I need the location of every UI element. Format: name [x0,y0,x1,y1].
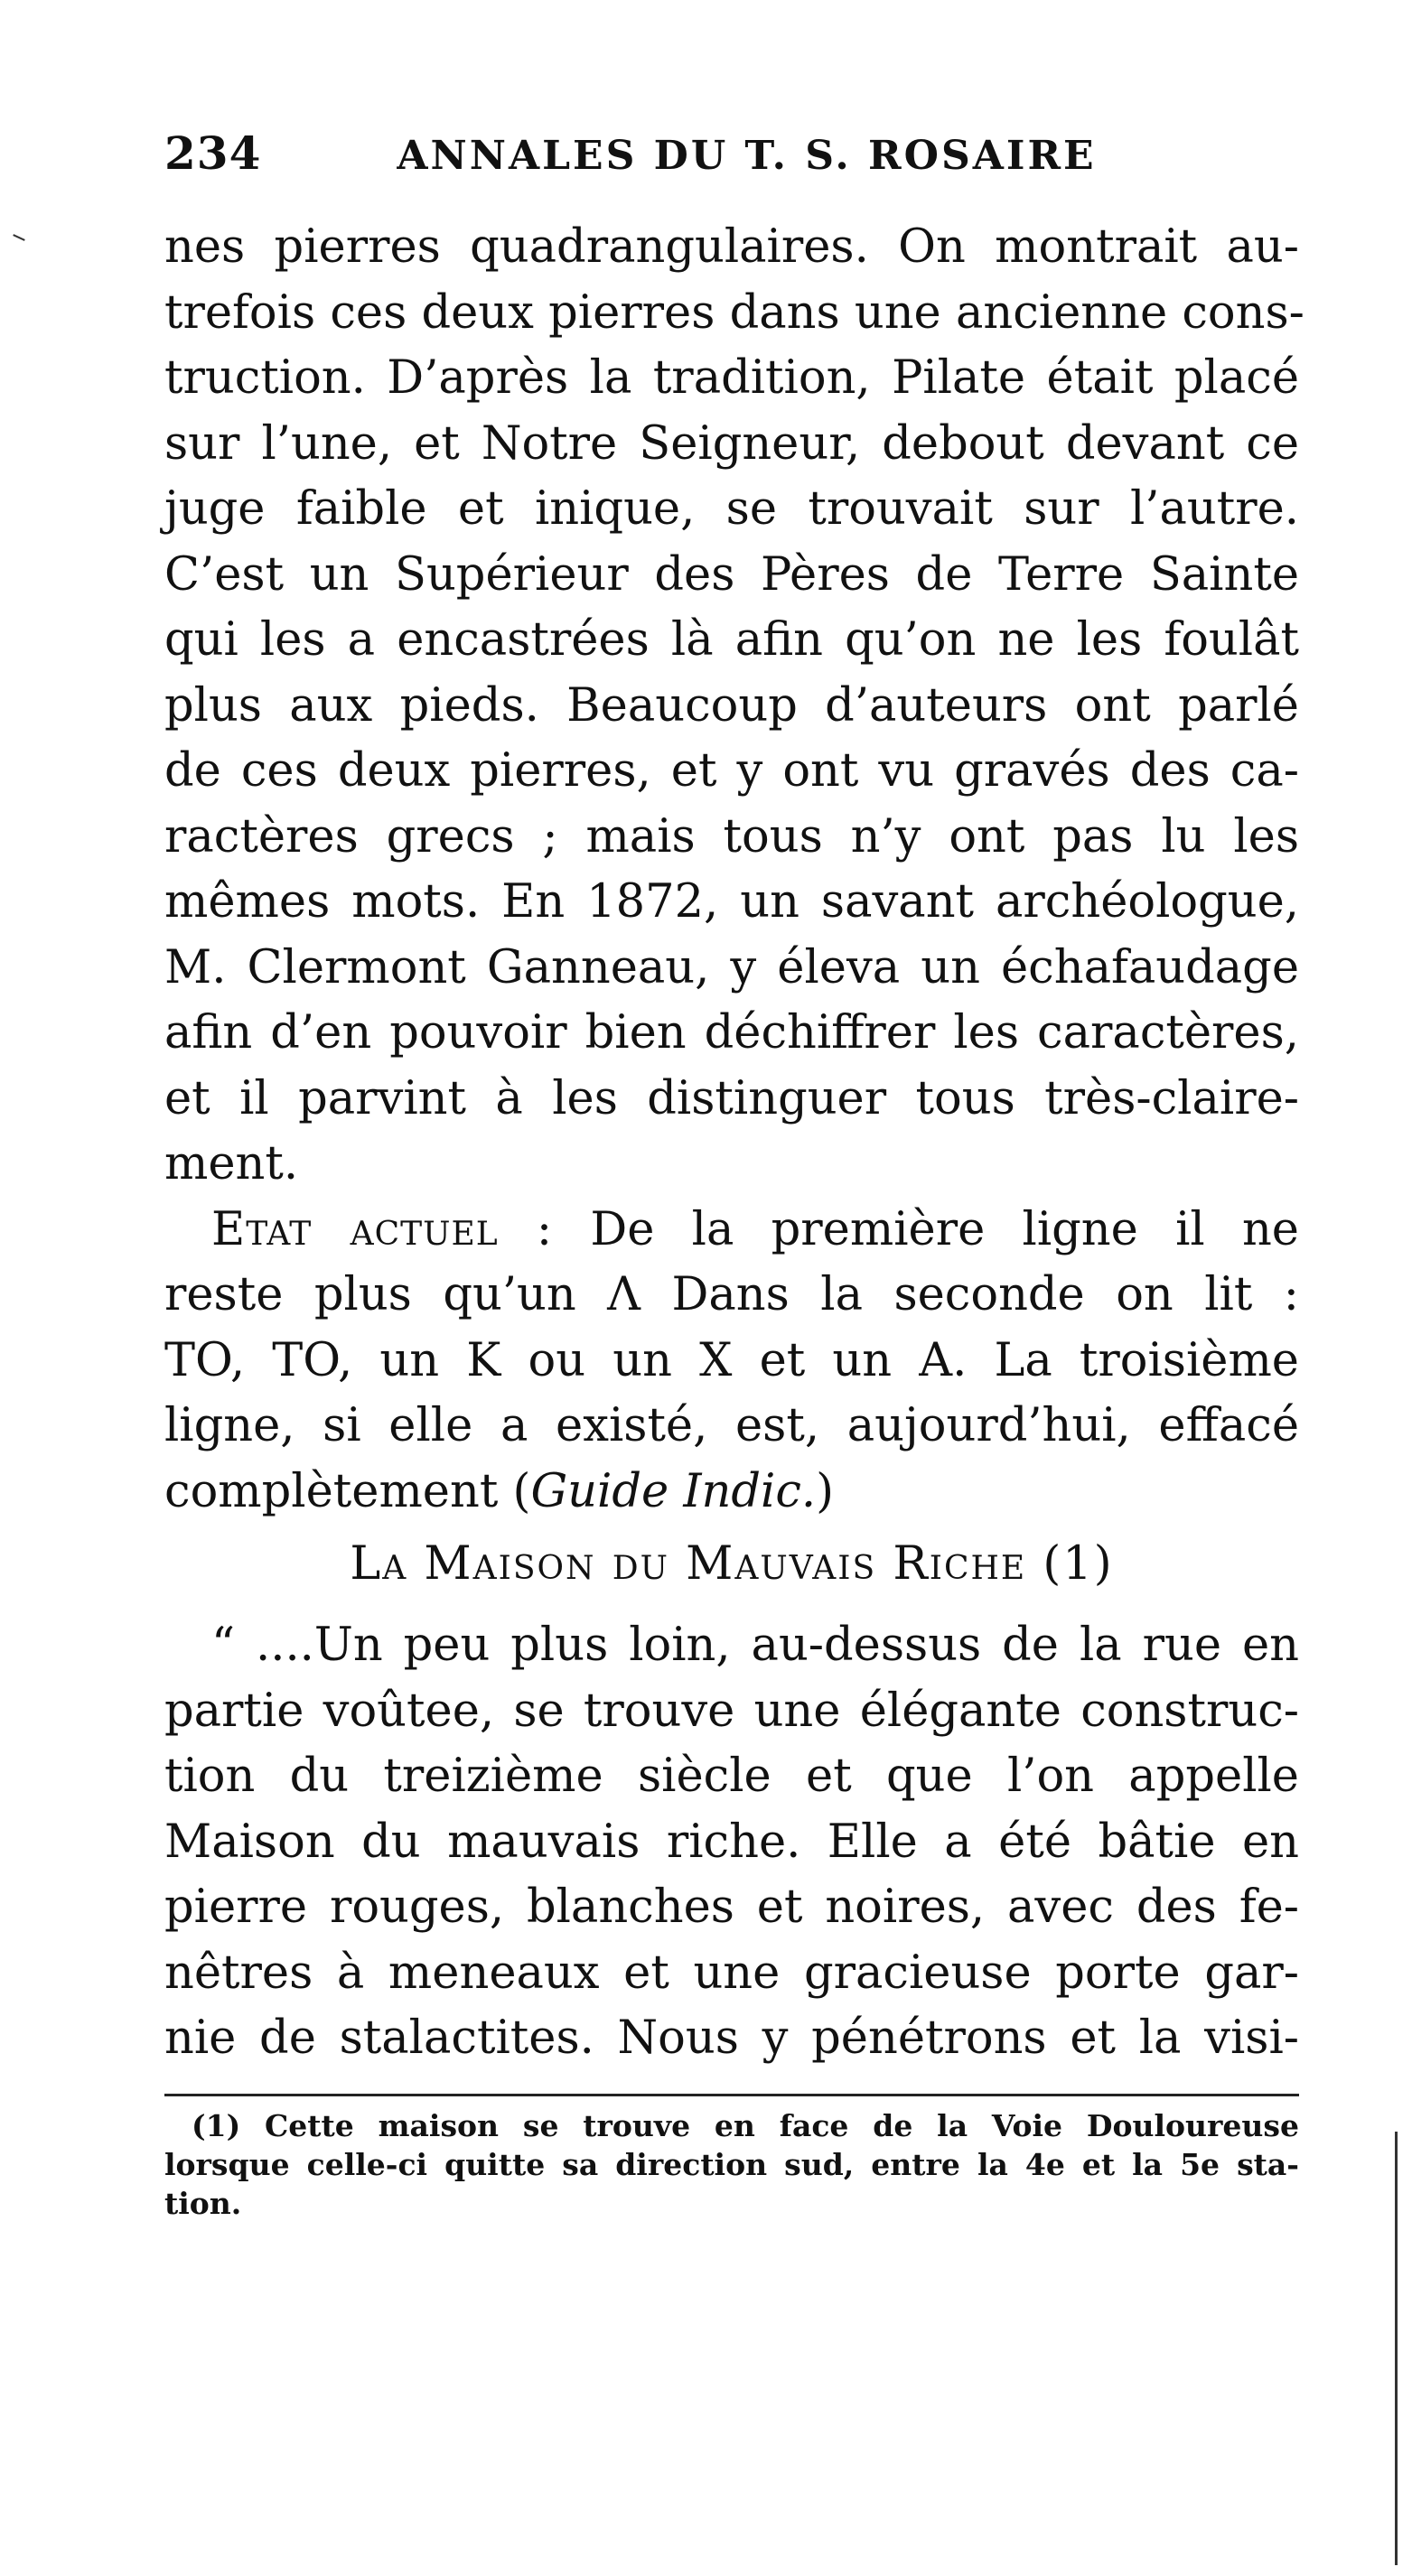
running-head [164,126,1285,190]
margin-mark [13,234,25,241]
text-line: afin d’en pouvoir bien déchiffrer les caractères, [164,1006,1299,1059]
text-line: de ces deux pierres, et y ont vu gravés des ca- [164,744,1299,798]
text-line: reste plus qu’un Λ Dans la seconde on lit : [164,1268,1299,1321]
text-line: ligne, si elle a existé, est, aujourd’hui, effacé [164,1399,1299,1452]
text-line: juge faible et inique, se trouvait sur l’autre. [164,482,1299,536]
text-line: pierre rouges, blanches et noires, avec des fe- [164,1881,1299,1934]
paragraph-1 [164,215,1304,1198]
text-line: qui les a encastrées là afin qu’on ne les foulât [164,613,1299,667]
text-line: TO, TO, un K ou un X et un A. La troisième [164,1333,1299,1387]
text-line: trefois ces deux pierres dans une ancienne cons- [164,285,1304,340]
running-head-title: ANNALES DU T. S. ROSAIRE [397,133,1097,179]
text-line: “ ....Un peu plus loin, au-dessus de la rue en [211,1619,1299,1672]
text-run: De la première ligne il ne [553,1202,1299,1256]
text-line: Maison du mauvais riche. Elle a été bâtie en [164,1815,1299,1869]
text-line: M. Clermont Ganneau, y éleva un échafaudage [164,940,1299,994]
text-line [164,1460,1299,1526]
footnote-line: (1) Cette maison se trouve en face de la Voie Douloureuse [192,2108,1299,2143]
body-text [164,215,1304,2072]
footnote-line: tion. [164,2186,242,2221]
text-line [164,1198,1299,1264]
page-edge-line [1395,2132,1398,2565]
text-line: et il parvint à les distinguer tous très-claire- [164,1071,1299,1125]
text-line: truction. D’après la tradition, Pilate était placé [164,351,1299,405]
text-line: C’est un Supérieur des Pères de Terre Sainte [164,547,1299,602]
citation: Guide Indic. [530,1464,817,1518]
text-line: nêtres à meneaux et une gracieuse porte gar- [164,1946,1299,2000]
paragraph-3 [164,1613,1299,2072]
etat-actuel-label: Etat actuel : [211,1202,554,1256]
text-line: tion du treizième siècle et que l’on appelle [164,1750,1299,1803]
section-heading: La Maison du Mauvais Riche (1) [350,1537,1114,1591]
footnote [164,2106,1299,2223]
text-run: ) [816,1464,835,1518]
text-run: complètement ( [164,1464,531,1518]
text-line: ment. [164,1137,299,1190]
text-line: sur l’une, et Notre Seigneur, debout devant ce [164,416,1299,471]
page-number: 234 [164,126,262,180]
text-line: nie de stalactites. Nous y pénétrons et la visi- [164,2011,1299,2065]
footnote-line: lorsque celle-ci quitte sa direction sud, entre la 4e et la 5e sta- [164,2147,1299,2182]
text-line: nes pierres quadrangulaires. On montrait au- [164,220,1299,274]
paragraph-2 [164,1198,1299,1526]
footnote-rule [164,2094,1299,2096]
text-line: ractères grecs ; mais tous n’y ont pas lu les [164,809,1299,863]
text-line: mêmes mots. En 1872, un savant archéologue, [164,875,1299,929]
text-line: partie voûtee, se trouve une élégante construc- [164,1684,1299,1738]
text-line: plus aux pieds. Beaucoup d’auteurs ont parlé [164,678,1299,733]
